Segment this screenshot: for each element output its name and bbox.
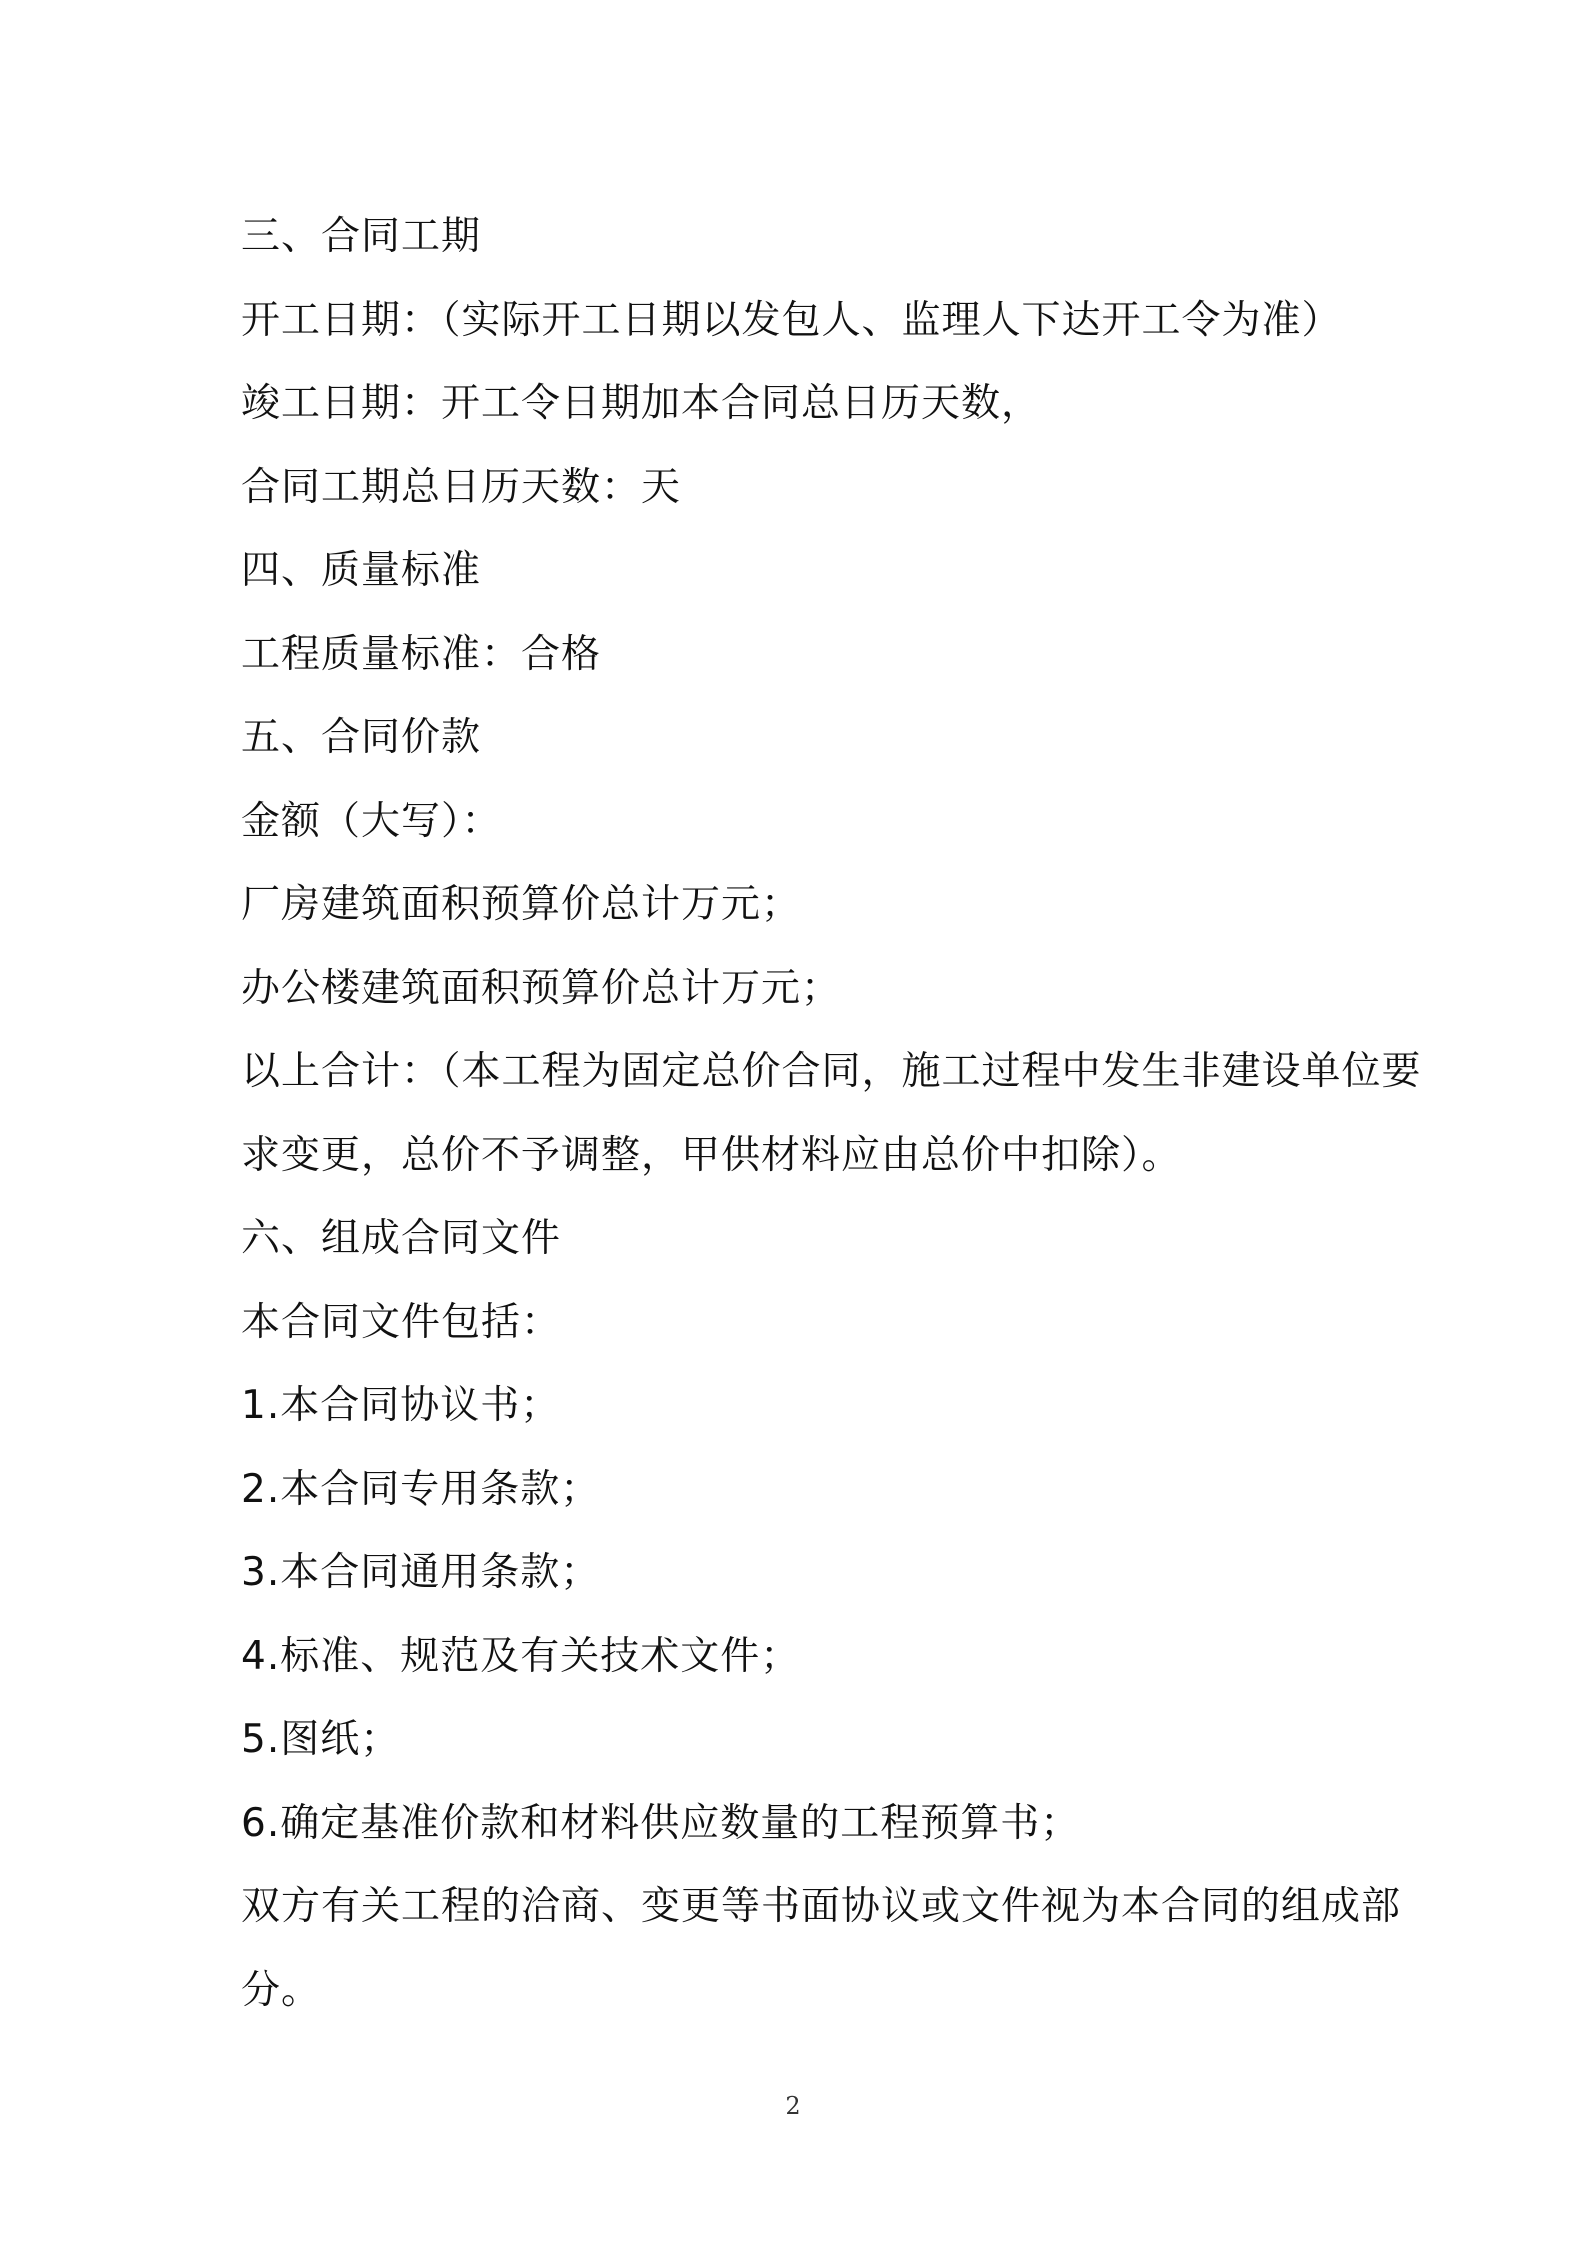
text-line-office-budget: 办公楼建筑面积预算价总计万元； bbox=[241, 965, 842, 1011]
list-item-2: 2.本合同专用条款； bbox=[241, 1466, 601, 1512]
text-line-total-b: 求变更，总价不予调整，甲供材料应由总价中扣除）。 bbox=[241, 1132, 1182, 1178]
document-body bbox=[241, 195, 1422, 2032]
section-heading-contract-period: 三、合同工期 bbox=[241, 214, 482, 259]
list-item-5: 5.图纸； bbox=[241, 1717, 401, 1762]
text-line-total-a: 以上合计：（本工程为固定总价合同，施工过程中发生非建设单位要 bbox=[241, 1049, 1422, 1094]
text-line-amount: 金额（大写）： bbox=[241, 798, 502, 844]
text-line-start-date: 开工日期：（实际开工日期以发包人、监理人下达开工令为准） bbox=[241, 297, 1342, 343]
list-item-6: 6.确定基准价款和材料供应数量的工程预算书； bbox=[241, 1800, 1081, 1846]
page-number: 2 bbox=[785, 2092, 801, 2120]
section-heading-quality-standard: 四、质量标准 bbox=[241, 548, 482, 593]
text-line-agreements-a: 双方有关工程的洽商、变更等书面协议或文件视为本合同的组成部 bbox=[241, 1884, 1402, 1929]
list-item-3: 3.本合同通用条款； bbox=[241, 1550, 601, 1595]
section-heading-contract-documents: 六、组成合同文件 bbox=[241, 1216, 562, 1261]
text-line-agreements-b: 分。 bbox=[241, 1967, 322, 2013]
text-line-quality: 工程质量标准：合格 bbox=[241, 631, 602, 677]
list-item-1: 1.本合同协议书； bbox=[241, 1383, 561, 1428]
text-line-completion-date: 竣工日期：开工令日期加本合同总日历天数， bbox=[241, 381, 1042, 426]
list-item-4: 4.标准、规范及有关技术文件； bbox=[241, 1633, 801, 1679]
text-line-factory-budget: 厂房建筑面积预算价总计万元； bbox=[241, 882, 802, 927]
section-heading-contract-price: 五、合同价款 bbox=[241, 715, 482, 760]
text-line-total-days: 合同工期总日历天数：天 bbox=[241, 464, 682, 510]
text-line-documents-include: 本合同文件包括： bbox=[241, 1299, 562, 1345]
